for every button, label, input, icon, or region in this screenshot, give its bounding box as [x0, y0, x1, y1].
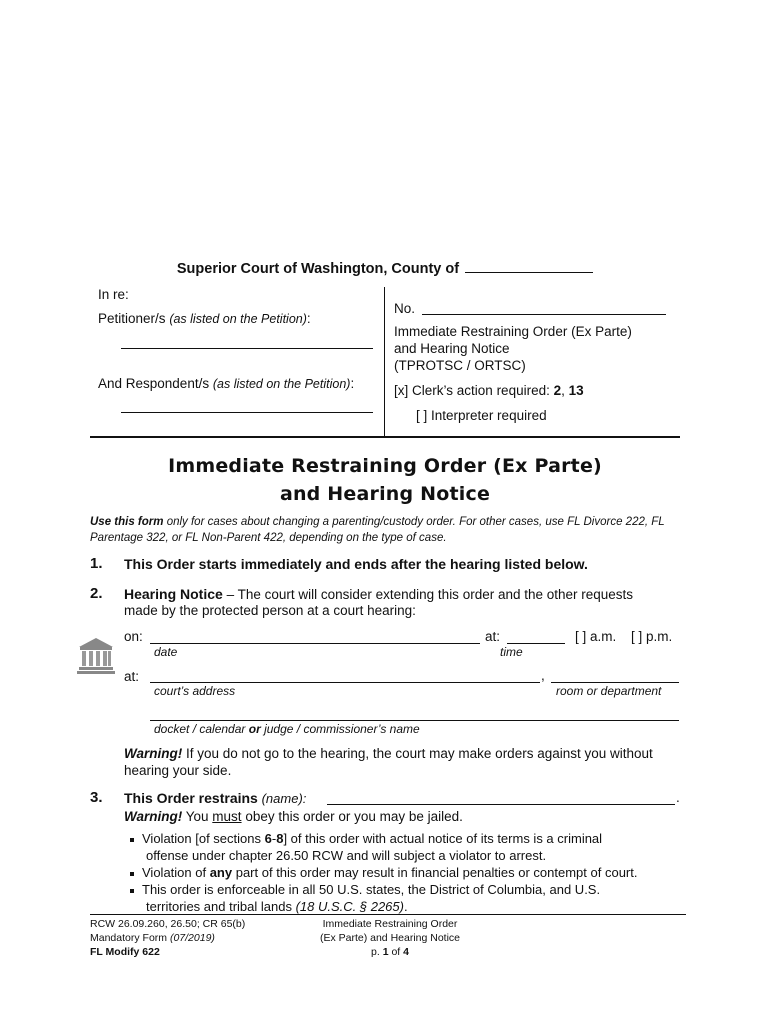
- section-2-heading-row: [124, 586, 633, 602]
- caption-bottom-rule: [90, 436, 680, 438]
- docket-field[interactable]: [150, 720, 679, 721]
- hearing-notice-heading: Hearing Notice: [124, 586, 223, 602]
- hearing-warning-text-1: If you do not go to the hearing, the court may make orders against you without: [182, 746, 653, 761]
- doc-title-line3: (TPROTSC / ORTSC): [394, 358, 526, 373]
- footer-mandatory-date: (07/2019): [169, 932, 215, 944]
- time-hint: time: [500, 645, 523, 659]
- square-bullet-icon: [130, 889, 134, 893]
- respondents-colon: :: [350, 376, 355, 391]
- address-comma: ,: [541, 668, 545, 683]
- clerk-label: Clerk’s action required:: [412, 383, 550, 398]
- interpreter-row: [416, 408, 547, 423]
- respondents-label: [98, 376, 354, 391]
- docket-hint-b: judge / commissioner’s name: [264, 722, 420, 736]
- footer-center: [290, 917, 490, 959]
- respondents-text: And Respondent/s: [98, 376, 210, 391]
- pm-checkbox[interactable]: [ ] p.m.: [631, 629, 673, 644]
- on-label: on:: [124, 629, 143, 644]
- docket-or: or: [248, 722, 261, 736]
- in-re-label: In re:: [98, 287, 129, 302]
- intro-lead: Use this form: [90, 516, 164, 528]
- obey-warning-b: obey this order or you may be jailed.: [241, 809, 463, 824]
- restrains-name-hint: (name):: [261, 791, 307, 806]
- footer-page-num: 1: [382, 946, 389, 958]
- docket-hint-row: [154, 722, 420, 736]
- hearing-dash: –: [222, 587, 238, 602]
- bullet-1-dash: -: [271, 831, 277, 846]
- footer-center-1: Immediate Restraining Order: [322, 918, 458, 930]
- court-address-field[interactable]: [150, 682, 540, 683]
- bullet-2-a: Violation of: [142, 865, 210, 880]
- room-hint: room or department: [556, 684, 662, 698]
- bullet-2: [130, 864, 637, 881]
- footer-page-of: of: [388, 946, 404, 958]
- square-bullet-icon: [130, 838, 134, 842]
- address-hint: court’s address: [154, 684, 236, 698]
- interpreter-label: Interpreter required: [431, 408, 547, 423]
- footer-mandatory-row: [90, 931, 245, 945]
- doc-title-line2: and Hearing Notice: [394, 341, 510, 356]
- at-time-label: at:: [485, 629, 501, 644]
- petitioners-colon: :: [306, 311, 311, 326]
- restrained-name-field[interactable]: [327, 804, 675, 805]
- hearing-time-field[interactable]: [507, 643, 565, 644]
- clerk-checkbox[interactable]: [x]: [394, 383, 409, 398]
- petitioners-note: (as listed on the Petition): [169, 312, 307, 326]
- courthouse-icon: [77, 636, 115, 674]
- clerk-section-1: 2: [553, 383, 562, 398]
- restrains-row: [124, 790, 306, 806]
- footer-page-total: 4: [403, 946, 409, 958]
- clerk-sep: ,: [561, 383, 565, 398]
- clerk-action-row: [394, 383, 584, 398]
- bullet-3-b: territories and tribal lands: [146, 899, 296, 914]
- court-header: [0, 260, 770, 277]
- restrains-heading: This Order restrains: [124, 790, 258, 806]
- at-address-label: at:: [124, 669, 140, 684]
- bullet-1-sec2: 8: [276, 831, 284, 846]
- square-bullet-icon: [130, 872, 134, 876]
- footer-page-row: [290, 945, 490, 959]
- section-1-text: This Order starts immediately and ends after the hearing listed below.: [124, 556, 588, 572]
- bullet-2-any: any: [209, 865, 233, 880]
- hearing-warning-row1: [124, 746, 653, 761]
- hearing-text-2: made by the protected person at a court hearing:: [124, 603, 416, 618]
- form-title-line1: Immediate Restraining Order (Ex Parte): [168, 455, 602, 477]
- bullet-2-b: part of this order may result in financial penalties or contempt of court.: [232, 865, 638, 880]
- bullet-3-cite: (18 U.S.C. § 2265): [295, 899, 404, 914]
- respondents-note: (as listed on the Petition): [212, 377, 351, 391]
- court-title: Superior Court of Washington, County of: [176, 261, 460, 277]
- caption-divider: [384, 287, 385, 436]
- section-3-number: 3.: [90, 789, 103, 806]
- petitioners-label: [98, 311, 311, 326]
- bullet-3-b-row: [146, 898, 408, 915]
- hearing-warning-text-2: hearing your side.: [124, 763, 232, 778]
- doc-title-line1: Immediate Restraining Order (Ex Parte): [394, 324, 632, 339]
- interpreter-checkbox[interactable]: [ ]: [416, 408, 428, 423]
- bullet-1: [130, 830, 602, 847]
- footer-form-id: FL Modify 622: [90, 946, 160, 958]
- footer-mandatory: Mandatory Form: [90, 932, 170, 944]
- hearing-warning-label: Warning!: [124, 746, 183, 761]
- intro-paragraph: [90, 514, 690, 546]
- hearing-date-field[interactable]: [150, 643, 480, 644]
- obey-warning-must: must: [212, 809, 242, 824]
- obey-warning-row: [124, 809, 463, 824]
- intro-rest-2: Parentage 322, or FL Non-Parent 422, depending on the type of case.: [90, 532, 447, 544]
- date-hint: date: [154, 645, 178, 659]
- respondent-name-field[interactable]: [121, 412, 373, 413]
- footer-page-prefix: p.: [371, 946, 383, 958]
- section-1-number: 1.: [90, 555, 103, 572]
- footer-rcw: RCW 26.09.260, 26.50; CR 65(b): [90, 918, 246, 930]
- petitioner-name-field[interactable]: [121, 348, 373, 349]
- petitioners-text: Petitioner/s: [98, 311, 166, 326]
- hearing-text-1: The court will consider extending this order and the other requests: [237, 587, 634, 602]
- am-checkbox[interactable]: [ ] a.m.: [575, 629, 617, 644]
- restrains-period: .: [676, 790, 680, 805]
- bullet-3-end: .: [403, 899, 408, 914]
- case-number-field[interactable]: [422, 314, 666, 315]
- bullet-1-b: ] of this order with actual notice of its terms is a criminal: [283, 831, 603, 846]
- bullet-1-sec1: 6: [264, 831, 272, 846]
- footer-rule: [90, 914, 686, 915]
- intro-rest-1: only for cases about changing a parenting/custody order. For other cases, use FL Divorce 222, FL: [163, 516, 665, 528]
- bullet-3-a: This order is enforceable in all 50 U.S. states, the District of Columbia, and U.S.: [142, 882, 601, 897]
- form-title-line2: and Hearing Notice: [279, 483, 491, 505]
- bullet-3: [130, 881, 600, 898]
- footer-left: [90, 917, 245, 959]
- obey-warning-a: You: [182, 809, 213, 824]
- county-field[interactable]: [465, 260, 593, 273]
- case-number-label: No.: [394, 301, 416, 316]
- obey-warning-label: Warning!: [124, 809, 183, 824]
- bullet-1-a: Violation [of sections: [142, 831, 265, 846]
- clerk-section-2: 13: [568, 383, 584, 398]
- footer-center-2: (Ex Parte) and Hearing Notice: [319, 932, 461, 944]
- section-2-number: 2.: [90, 585, 103, 602]
- bullet-1-c: offense under chapter 26.50 RCW and will subject a violator to arrest.: [146, 848, 547, 863]
- docket-hint-a: docket / calendar: [154, 722, 246, 736]
- room-field[interactable]: [551, 682, 679, 683]
